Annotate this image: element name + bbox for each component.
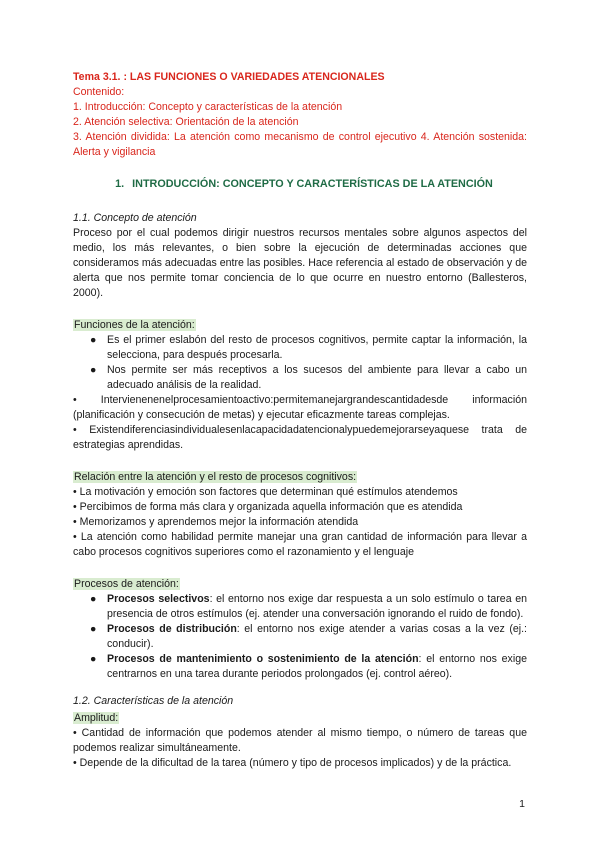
contents-item-3: 3. Atención dividida: La atención como mecanismo de control ejecutivo 4. Atención sostenida: Alerta y vigilancia: [73, 131, 527, 158]
page-number: 1: [519, 798, 525, 810]
funciones-block: [73, 318, 527, 453]
list-item: ● Procesos de distribución: el entorno nos exige atender a varias cosas a la vez (ej.: conducir).: [90, 623, 527, 650]
funciones-bullet-b: • Existendiferenciasindividualesenlacapacidadatencionalypuedemejorarseyaquese trata de estrategias aprendidas.: [73, 424, 527, 451]
page-content: [73, 70, 527, 771]
procesos-block: [73, 577, 527, 682]
relacion-block: [73, 470, 527, 560]
caracteristicas-heading: 1.2. Características de la atención: [73, 695, 234, 707]
topic-header: [73, 70, 527, 160]
topic-title-line: Tema 3.1. : LAS FUNCIONES O VARIEDADES ATENCIONALES: [73, 71, 385, 83]
relacion-line: • La motivación y emoción son factores que determinan qué estímulos atendemos: [73, 486, 458, 498]
contents-item-1: 1. Introducción: Concepto y características de la atención: [73, 101, 343, 113]
funciones-list: [73, 333, 527, 393]
amplitud-line: • Cantidad de información que podemos atender al mismo tiempo, o número de tareas que podemos realizar simultáneamente.: [73, 727, 527, 754]
amplitud-block: [73, 711, 527, 771]
list-item: ● Procesos selectivos: el entorno nos exige dar respuesta a un solo estímulo o tarea en presencia de otros estímulos (ej. atender una conversación ignorando el ruido de fondo).: [90, 593, 527, 620]
section-1-heading: 1. INTRODUCCIÓN: CONCEPTO Y CARACTERÍSTICAS DE LA ATENCIÓN: [115, 178, 493, 190]
relacion-heading: Relación entre la atención y el resto de procesos cognitivos:: [74, 471, 357, 483]
procesos-list: [73, 592, 527, 682]
amplitud-heading: Amplitud:: [74, 712, 119, 724]
relacion-line: • Memorizamos y aprendemos mejor la información atendida: [73, 516, 359, 528]
contents-item-2: 2. Atención selectiva: Orientación de la atención: [73, 116, 299, 128]
list-item: ● Nos permite ser más receptivos a los sucesos del ambiente para llevar a cabo un adecuado análisis de la realidad.: [90, 364, 527, 391]
list-item: ● Es el primer eslabón del resto de procesos cognitivos, permite captar la información, la selecciona, para después procesarla.: [90, 334, 527, 361]
list-item: ● Procesos de mantenimiento o sostenimiento de la atención: el entorno nos exige centrarnos en una tarea durante periodos prolongados (ej. control aéreo).: [90, 653, 527, 680]
relacion-line: • La atención como habilidad permite manejar una gran cantidad de información para llevar a cabo procesos cognitivos superiores como el razonamiento y el lenguaje: [73, 531, 527, 558]
concepto-heading: 1.1. Concepto de atención: [73, 212, 197, 224]
contents-label: Contenido:: [73, 86, 125, 98]
procesos-heading: Procesos de atención:: [74, 578, 179, 590]
funciones-bullet-a: • Intervienenenelprocesamientoactivo:permitemanejargrandescantidadesde información (planificación y consecución de metas) y ejecutar eficazmente tareas complejas.: [73, 394, 527, 421]
amplitud-line: • Depende de la dificultad de la tarea (número y tipo de procesos implicados) y de la práctica.: [73, 757, 512, 769]
funciones-heading: Funciones de la atención:: [74, 319, 195, 331]
relacion-line: • Percibimos de forma más clara y organizada aquella información que es atendida: [73, 501, 463, 513]
concepto-paragraph: Proceso por el cual podemos dirigir nuestros recursos mentales sobre algunos aspectos del medio, los más relevantes, o bien sobre la ejecución de determinadas acciones que consideramos más adecuadas entre las posibles. Hace referencia al estado de observación y de alerta que nos permite tomar conciencia de lo que ocurre en nuestro entorno (Ballesteros, 2000).: [73, 227, 527, 299]
topic-title: LAS FUNCIONES O VARIEDADES ATENCIONALES: [129, 71, 385, 83]
